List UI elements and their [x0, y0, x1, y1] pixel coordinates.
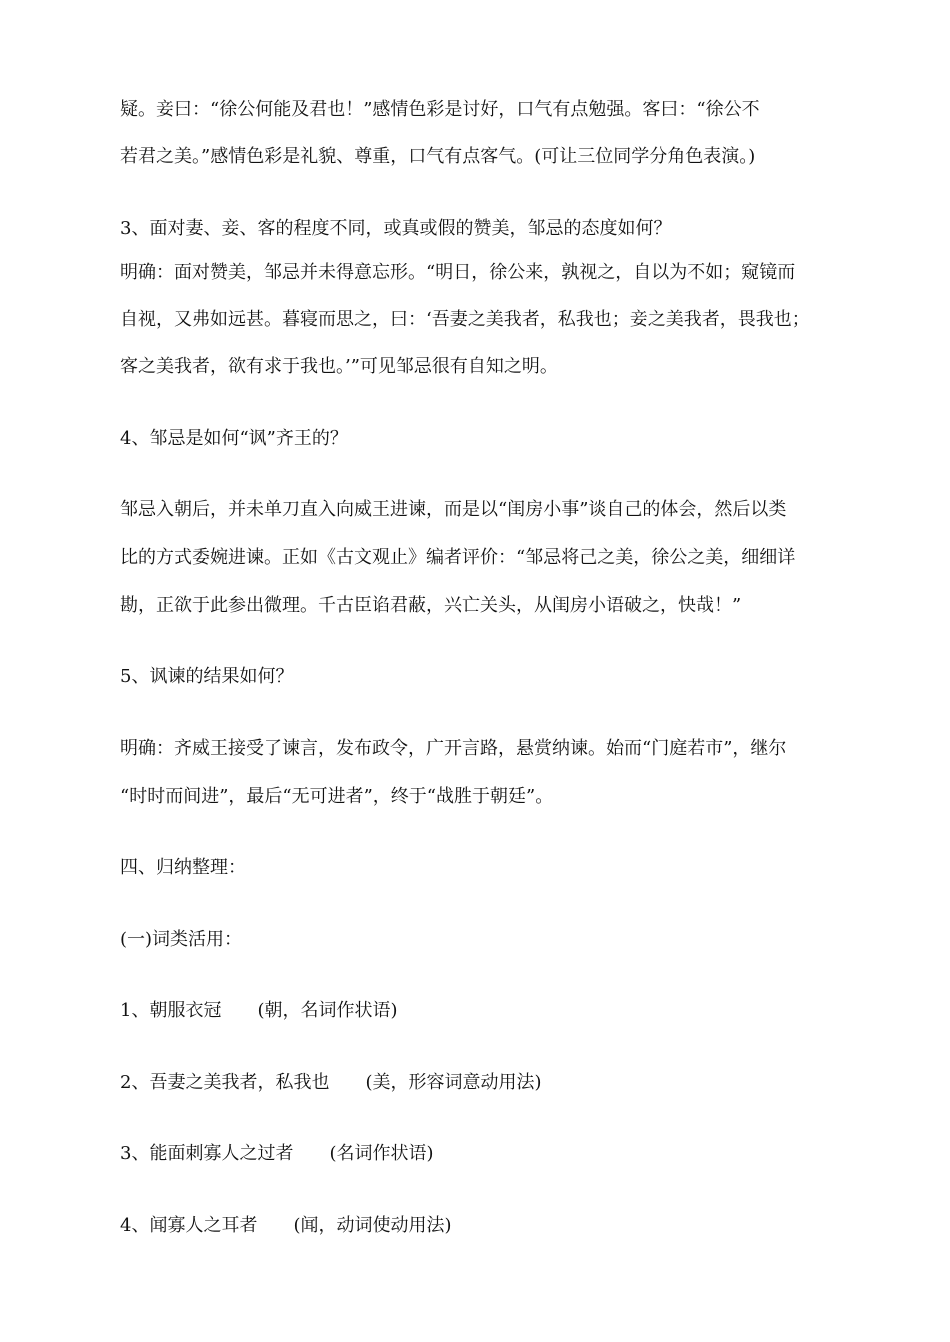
text-line: “时时而间进”，最后“无可进者”，终于“战胜于朝廷”。: [120, 786, 554, 807]
text-line: 明确：齐威王接受了谏言，发布政令，广开言路，悬赏纳谏。始而“门庭若市”，继尔: [120, 738, 787, 759]
question-5: 5、讽谏的结果如何？: [120, 666, 294, 687]
list-item: 3、能面刺寡人之过者 (名词作状语): [120, 1143, 434, 1164]
list-item: 2、吾妻之美我者，私我也 (美，形容词意动用法): [120, 1072, 542, 1093]
subsection-heading: (一)词类活用：: [120, 929, 243, 950]
text-line: 邹忌入朝后，并未单刀直入向威王进谏，而是以“闺房小事”谈自己的体会，然后以类: [120, 499, 787, 520]
text-line: 自视，又弗如远甚。暮寝而思之，曰：‘吾妻之美我者，私我也；妾之美我者，畏我也；: [120, 309, 810, 330]
list-item: 1、朝服衣冠 (朝，名词作状语): [120, 1000, 398, 1021]
text-line: 明确：面对赞美，邹忌并未得意忘形。“明日，徐公来，孰视之，自以为不如；窥镜而: [120, 262, 796, 283]
section-heading: 四、归纳整理：: [120, 857, 246, 878]
question-3: 3、面对妻、妾、客的程度不同，或真或假的赞美，邹忌的态度如何？: [120, 218, 672, 239]
text-line: 疑。妾曰：“徐公何能及君也！”感情色彩是讨好，口气有点勉强。客曰：“徐公不: [120, 99, 760, 120]
list-item: 4、闻寡人之耳者 (闻，动词使动用法): [120, 1215, 452, 1236]
text-line: 比的方式委婉进谏。正如《古文观止》编者评价：“邹忌将己之美，徐公之美，细细详: [120, 547, 796, 568]
text-line: 若君之美。”感情色彩是礼貌、尊重，口气有点客气。(可让三位同学分角色表演。): [120, 146, 756, 167]
text-line: 客之美我者，欲有求于我也。’”可见邹忌很有自知之明。: [120, 356, 558, 377]
question-4: 4、邹忌是如何“讽”齐王的？: [120, 428, 348, 449]
text-line: 勘，正欲于此参出微理。千古臣谄君蔽，兴亡关头，从闺房小语破之，快哉！”: [120, 595, 742, 616]
